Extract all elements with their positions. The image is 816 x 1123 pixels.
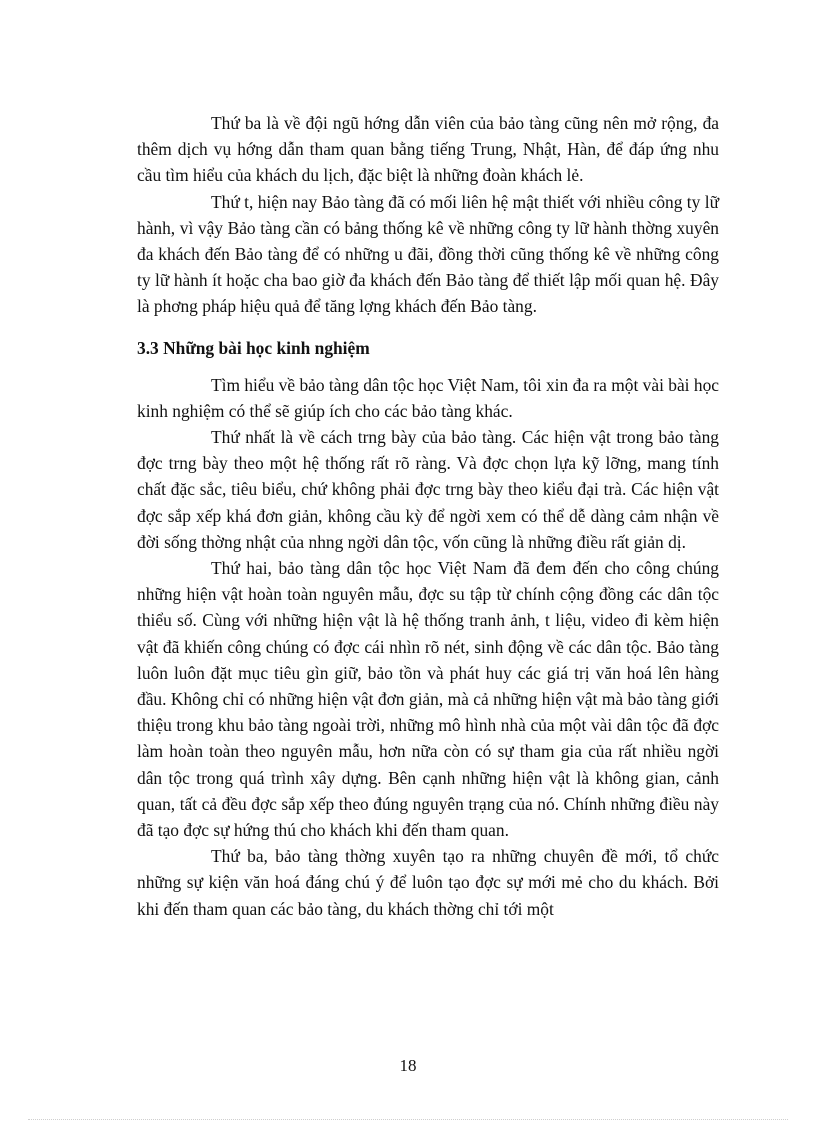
section-heading: 3.3 Những bài học kinh nghiệm bbox=[137, 337, 370, 358]
paragraph-first: Thứ nhất là về cách trng bày của bảo tàng. Các hiện vật trong bảo tàng đợc trng bày theo một hệ thống rất rõ ràng. Và đợc chọn lựa kỹ lỡng, mang tính chất đặc sắc, tiêu biểu, chứ không phải đợc trng bày theo kiểu đại trà. Các hiện vật đợc sắp xếp khá đơn giản, không cầu kỳ để ngời xem có thể dễ dàng cảm nhận về đời sống thờng nhật của nhng ngời dân tộc, vốn cũng là những điều rất giản dị. bbox=[137, 427, 719, 552]
page-number: 18 bbox=[399, 1056, 417, 1075]
paragraph-second: Thứ hai, bảo tàng dân tộc học Việt Nam đã đem đến cho công chúng những hiện vật hoàn toàn nguyên mẫu, đợc su tập từ chính cộng đồng các dân tộc thiểu số. Cùng với những hiện vật là hệ thống tranh ảnh, t liệu, video đi kèm hiện vật đã khiến công chúng có đợc cái nhìn rõ nét, sinh động về các dân tộc. Bảo tàng luôn luôn đặt mục tiêu gìn giữ, bảo tồn và phát huy các giá trị văn hoá lên hàng đầu. Không chỉ có những hiện vật đơn giản, mà cả những hiện vật mà bảo tàng giới thiệu trong khu bảo tàng ngoài trời, những mô hình nhà của một vài dân tộc đã đợc làm hoàn toàn theo nguyên mẫu, hơn nữa còn có sự tham gia của rất nhiều ngời dân tộc trong quá trình xây dựng. Bên cạnh những hiện vật là không gian, cảnh quan, tất cả đều đợc sắp xếp theo đúng nguyên trạng của nó. Chính những điều này đã tạo đợc sự hứng thú cho khách khi đến tham quan. bbox=[137, 558, 719, 841]
page-edge-divider bbox=[28, 1119, 788, 1120]
paragraph-intro: Tìm hiểu về bảo tàng dân tộc học Việt Nam, tôi xin đa ra một vài bài học kinh nghiệm có thể sẽ giúp ích cho các bảo tàng khác. bbox=[137, 374, 719, 421]
paragraph-third: Thứ ba, bảo tàng thờng xuyên tạo ra những chuyên đề mới, tổ chức những sự kiện văn hoá đáng chú ý để luôn tạo đợc sự mới mẻ cho du khách. Bởi khi đến tham quan các bảo tàng, du khách thờng chỉ tới một bbox=[137, 846, 719, 919]
paragraph-travel-companies: Thứ t, hiện nay Bảo tàng đã có mối liên hệ mật thiết với nhiều công ty lữ hành, vì vậy Bảo tàng cần có bảng thống kê về những công ty lữ hành thờng xuyên đa khách đến Bảo tàng để có những u đãi, đồng thời cũng thống kê về những công ty lữ hành ít hoặc cha bao giờ đa khách đến Bảo tàng để thiết lập mối quan hệ. Đây là phơng pháp hiệu quả để tăng lợng khách đến Bảo tàng. bbox=[137, 191, 719, 317]
body-text bbox=[137, 110, 719, 922]
paragraph-guides: Thứ ba là về đội ngũ hớng dẫn viên của bảo tàng cũng nên mở rộng, đa thêm dịch vụ hớng dẫn tham quan bằng tiếng Trung, Nhật, Hàn, để đáp ứng nhu cầu tìm hiểu của khách du lịch, đặc biệt là những đoàn khách lẻ. bbox=[137, 113, 719, 186]
